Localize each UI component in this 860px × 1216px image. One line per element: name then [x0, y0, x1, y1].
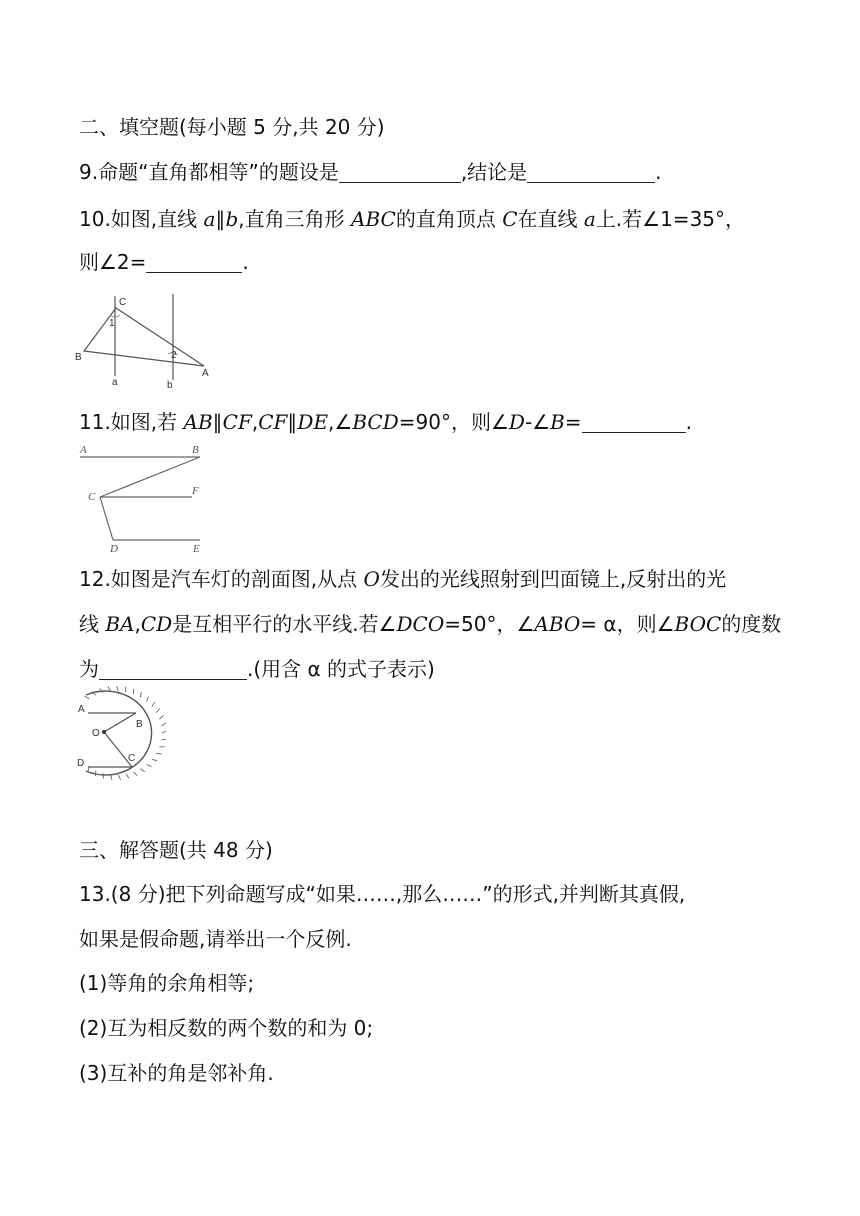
question-13-item-1: (1)等角的余角相等; [79, 971, 255, 995]
point-o [102, 730, 106, 734]
q11-text: =90°，则∠ [398, 410, 509, 434]
mirror-hatch-mark [118, 775, 120, 780]
q10-text: 的直角顶点 [395, 207, 503, 231]
q12-text: 12.如图是汽车灯的剖面图,从点 [79, 567, 364, 591]
q11-segment-ab: AB [183, 410, 213, 434]
mirror-hatch-mark [140, 769, 144, 772]
q11-answer-blank[interactable] [582, 410, 686, 433]
mirror-hatch-mark [117, 686, 119, 691]
label-b: B [192, 444, 199, 456]
q11-parallel-symbol: ∥ [287, 410, 298, 434]
mirror-hatch-mark [161, 723, 166, 726]
label-c: C [88, 491, 96, 503]
q10-line-a: a [583, 207, 596, 231]
q12-text: 是互相平行的水平线.若∠ [172, 612, 397, 636]
q10-text: 则∠2= [79, 250, 147, 274]
q12-angle-dco: DCO [396, 612, 445, 636]
question-9 [79, 158, 662, 186]
q11-segment-cf: CF [222, 410, 252, 434]
question-13-item-2: (2)互为相反数的两个数的和为 0; [79, 1016, 374, 1040]
q10-text: 10.如图,直线 [79, 207, 204, 231]
q12-text: =50°，∠ [444, 612, 535, 636]
q11-point-b: B [550, 410, 565, 434]
q12-text: .(用含 α 的式子表示) [247, 657, 435, 681]
mirror-hatch-mark [133, 772, 137, 776]
q12-figure [74, 685, 166, 785]
q10-point-c: C [502, 207, 518, 231]
q9-text-part3: . [655, 160, 662, 184]
q11-segment-cf: CF [258, 410, 288, 434]
q10-triangle-abc: ABC [351, 207, 396, 231]
label-a: A [78, 704, 85, 715]
q12-text: 发出的光线照射到凹面镜上,反射出的光 [379, 567, 727, 591]
q10-text: 在直线 [517, 207, 584, 231]
mirror-hatch-mark [152, 759, 157, 761]
label-angle-1: 1 [109, 318, 115, 329]
q11-text: 11.如图,若 [79, 410, 184, 434]
mirror-hatch-mark [126, 774, 129, 778]
q11-text: , [251, 410, 259, 434]
question-12-line-1 [79, 565, 726, 593]
q12-angle-boc: BOC [674, 612, 722, 636]
q12-answer-blank[interactable] [99, 657, 247, 680]
q10-text: . [242, 250, 249, 274]
mirror-hatch-mark [103, 773, 104, 778]
q11-parallel-symbol: ∥ [212, 410, 223, 434]
q9-answer-blank-2[interactable] [527, 160, 655, 183]
label-d: D [77, 758, 85, 769]
section-3-title: 三、解答题(共 48 分) [79, 838, 273, 862]
q12-ray-ba: BA [105, 612, 135, 636]
q11-text: -∠ [524, 410, 551, 434]
mirror-hatch-mark [156, 708, 159, 712]
label-c: C [128, 753, 136, 764]
q11-text: = [564, 410, 582, 434]
label-o: O [92, 728, 100, 739]
q12-ray-cd: CD [140, 612, 173, 636]
mirror-hatch-mark [159, 716, 163, 720]
q12-text: 的度数 [721, 612, 782, 636]
mirror-hatch-mark [147, 697, 149, 702]
q9-text-part2: ,结论是 [460, 160, 528, 184]
label-f: F [192, 485, 199, 497]
label-angle-2: 2 [171, 350, 177, 361]
question-10-line-1 [79, 205, 745, 233]
segment-cb [100, 457, 200, 497]
label-a-point: A [202, 368, 209, 379]
q12-text: 线 [79, 612, 106, 636]
q12-text: , [134, 612, 141, 636]
q12-angle-abo: ABO [534, 612, 581, 636]
q9-answer-blank-1[interactable] [339, 160, 461, 183]
mirror-hatch-mark [125, 687, 126, 692]
q11-angle-bcd: BCD [352, 410, 399, 434]
question-11 [79, 408, 692, 436]
q10-answer-blank[interactable] [146, 250, 242, 273]
label-d: D [110, 543, 118, 555]
q11-text: ,∠ [328, 410, 353, 434]
mirror-hatch-mark [111, 775, 112, 780]
mirror-hatch-mark [161, 739, 166, 740]
label-e: E [193, 543, 200, 555]
mirror-hatch-mark [147, 764, 152, 766]
mirror-hatch-mark [85, 696, 90, 699]
q12-text: = α，则∠ [580, 612, 675, 636]
question-12-line-3 [79, 655, 435, 683]
question-13-item-3: (3)互补的角是邻补角. [79, 1061, 274, 1085]
label-line-a: a [112, 377, 118, 388]
q9-text-part1: 9.命题“直角都相等”的题设是 [79, 160, 339, 184]
label-a: A [80, 444, 87, 456]
q10-line-b: b [225, 207, 239, 231]
q10-text: ,直角三角形 [238, 207, 351, 231]
label-line-b: b [167, 380, 173, 388]
ray-ob [104, 713, 136, 732]
question-13-line-2: 如果是假命题,请举出一个反例. [79, 927, 352, 951]
q12-text: 为 [79, 657, 99, 681]
q11-segment-de: DE [297, 410, 329, 434]
q11-point-d: D [508, 410, 525, 434]
question-12-line-2 [79, 610, 781, 638]
mirror-hatch-mark [162, 731, 166, 733]
question-13-line-1: 13.(8 分)把下列命题写成“如果……,那么……”的形式,并判断其真假, [79, 882, 686, 906]
q10-figure [72, 288, 222, 388]
triangle-abc [84, 308, 204, 366]
q12-point-o: O [363, 567, 380, 591]
label-b-point: B [75, 352, 82, 363]
section-2-title: 二、填空题(每小题 5 分,共 20 分) [79, 115, 385, 139]
q10-line-a: a [203, 207, 216, 231]
label-b: B [136, 719, 143, 730]
q10-text: 上.若∠1=35°， [595, 207, 746, 231]
mirror-hatch-mark [156, 753, 161, 754]
segment-cd [100, 497, 113, 540]
mirror-hatch-mark [152, 702, 155, 707]
q11-text: . [685, 410, 692, 434]
label-c: C [119, 297, 127, 308]
q11-figure [76, 440, 216, 556]
question-10-line-2 [79, 248, 249, 276]
q10-parallel-symbol: ∥ [215, 207, 226, 231]
mirror-hatch-mark [140, 692, 141, 697]
